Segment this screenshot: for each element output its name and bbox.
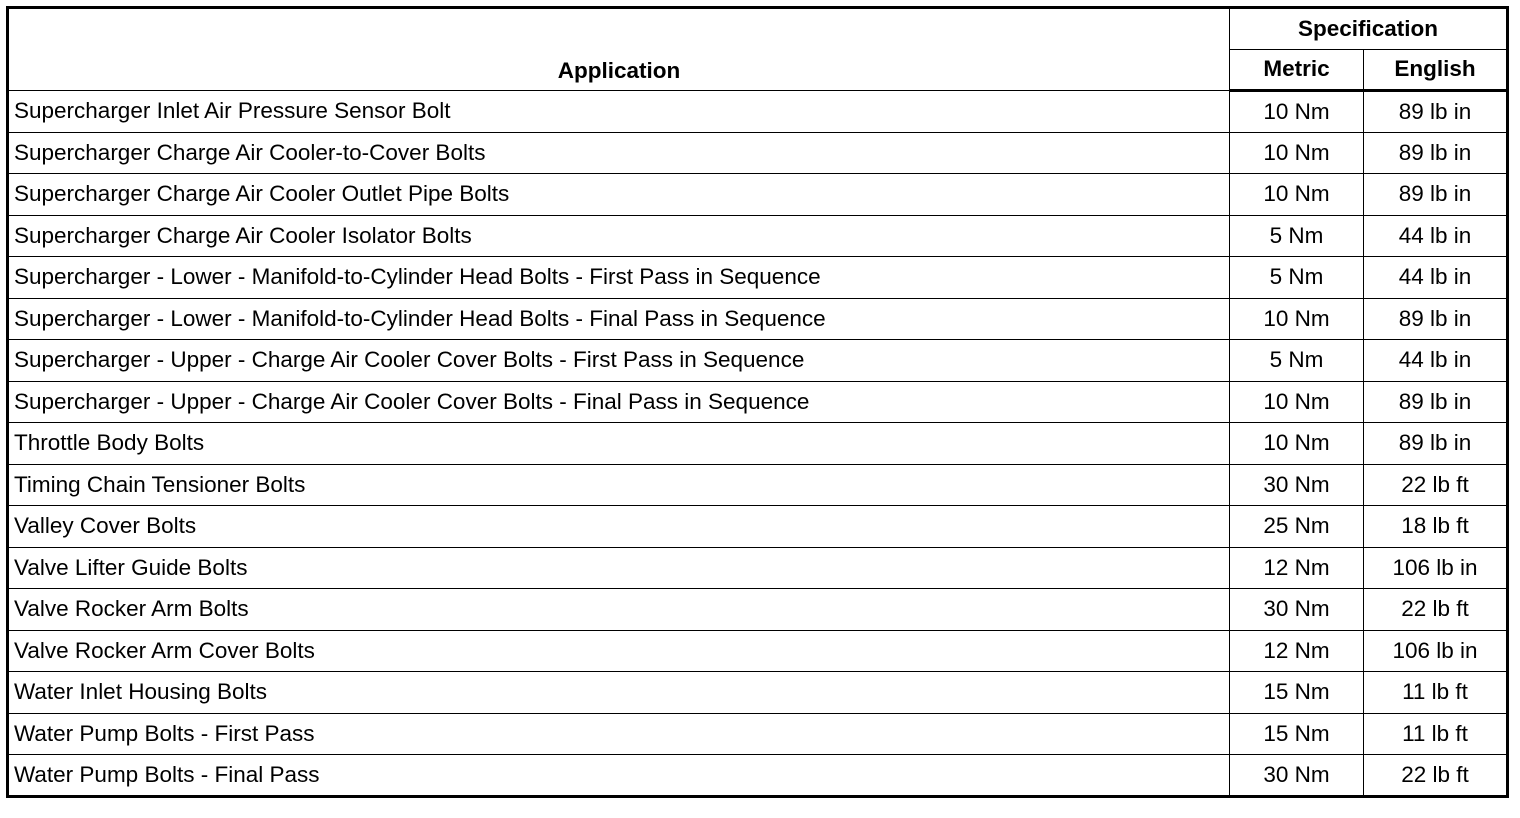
table-row (8, 340, 1508, 382)
metric-cell: 10 Nm (1230, 298, 1364, 340)
table-row (8, 381, 1508, 423)
header-row-top (8, 8, 1508, 50)
metric-cell: 10 Nm (1230, 132, 1364, 174)
metric-cell: 10 Nm (1230, 423, 1364, 465)
application-cell: Valve Lifter Guide Bolts (8, 547, 1230, 589)
english-cell: 89 lb in (1364, 174, 1508, 216)
table-row (8, 755, 1508, 797)
table-row (8, 91, 1508, 133)
english-cell: 89 lb in (1364, 381, 1508, 423)
application-cell: Valley Cover Bolts (8, 506, 1230, 548)
application-cell: Supercharger Charge Air Cooler Outlet Pipe Bolts (8, 174, 1230, 216)
application-cell: Timing Chain Tensioner Bolts (8, 464, 1230, 506)
table-row (8, 215, 1508, 257)
english-cell: 89 lb in (1364, 91, 1508, 133)
metric-cell: 30 Nm (1230, 464, 1364, 506)
table-row (8, 589, 1508, 631)
english-cell: 89 lb in (1364, 298, 1508, 340)
metric-cell: 30 Nm (1230, 589, 1364, 631)
table-row (8, 672, 1508, 714)
metric-cell: 15 Nm (1230, 672, 1364, 714)
table-row (8, 713, 1508, 755)
table-row (8, 547, 1508, 589)
metric-cell: 10 Nm (1230, 91, 1364, 133)
table-row (8, 630, 1508, 672)
english-cell: 22 lb ft (1364, 589, 1508, 631)
application-cell: Water Pump Bolts - Final Pass (8, 755, 1230, 797)
english-cell: 11 lb ft (1364, 672, 1508, 714)
metric-cell: 15 Nm (1230, 713, 1364, 755)
table-row (8, 298, 1508, 340)
metric-cell: 10 Nm (1230, 174, 1364, 216)
table-row (8, 506, 1508, 548)
english-cell: 106 lb in (1364, 547, 1508, 589)
english-cell: 44 lb in (1364, 257, 1508, 299)
application-cell: Water Inlet Housing Bolts (8, 672, 1230, 714)
metric-cell: 10 Nm (1230, 381, 1364, 423)
application-cell: Supercharger - Upper - Charge Air Cooler Cover Bolts - Final Pass in Sequence (8, 381, 1230, 423)
english-cell: 44 lb in (1364, 340, 1508, 382)
table-body (8, 91, 1508, 797)
english-cell: 18 lb ft (1364, 506, 1508, 548)
table-row (8, 174, 1508, 216)
application-cell: Valve Rocker Arm Cover Bolts (8, 630, 1230, 672)
english-cell: 11 lb ft (1364, 713, 1508, 755)
metric-cell: 25 Nm (1230, 506, 1364, 548)
english-header: English (1364, 49, 1508, 91)
metric-cell: 12 Nm (1230, 547, 1364, 589)
metric-cell: 5 Nm (1230, 340, 1364, 382)
specification-header: Specification (1230, 8, 1508, 50)
table-row (8, 257, 1508, 299)
application-cell: Valve Rocker Arm Bolts (8, 589, 1230, 631)
fastener-specification-table (6, 6, 1509, 798)
english-cell: 106 lb in (1364, 630, 1508, 672)
english-cell: 22 lb ft (1364, 464, 1508, 506)
metric-cell: 30 Nm (1230, 755, 1364, 797)
application-cell: Supercharger Charge Air Cooler-to-Cover Bolts (8, 132, 1230, 174)
application-cell: Supercharger Charge Air Cooler Isolator Bolts (8, 215, 1230, 257)
application-cell: Water Pump Bolts - First Pass (8, 713, 1230, 755)
metric-cell: 5 Nm (1230, 215, 1364, 257)
metric-header: Metric (1230, 49, 1364, 91)
table-row (8, 423, 1508, 465)
table-row (8, 464, 1508, 506)
application-header: Application (8, 8, 1230, 91)
english-cell: 89 lb in (1364, 423, 1508, 465)
english-cell: 89 lb in (1364, 132, 1508, 174)
metric-cell: 12 Nm (1230, 630, 1364, 672)
application-cell: Supercharger - Lower - Manifold-to-Cylinder Head Bolts - First Pass in Sequence (8, 257, 1230, 299)
table-row (8, 132, 1508, 174)
metric-cell: 5 Nm (1230, 257, 1364, 299)
application-cell: Supercharger - Upper - Charge Air Cooler Cover Bolts - First Pass in Sequence (8, 340, 1230, 382)
application-cell: Supercharger - Lower - Manifold-to-Cylinder Head Bolts - Final Pass in Sequence (8, 298, 1230, 340)
application-cell: Throttle Body Bolts (8, 423, 1230, 465)
application-cell: Supercharger Inlet Air Pressure Sensor Bolt (8, 91, 1230, 133)
english-cell: 44 lb in (1364, 215, 1508, 257)
english-cell: 22 lb ft (1364, 755, 1508, 797)
